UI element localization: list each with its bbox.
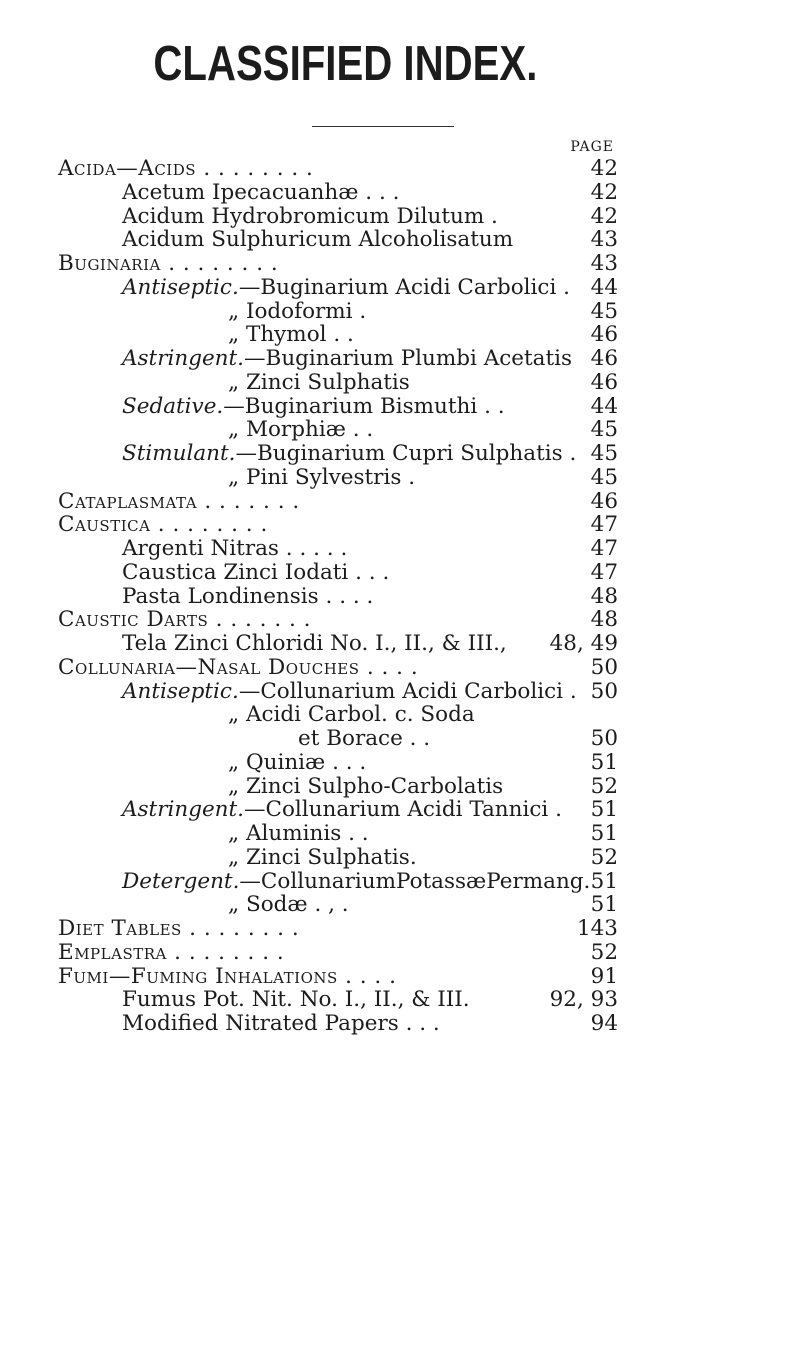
entry-page-number: 52 (590, 773, 618, 799)
entry-text: „ Thymol . . (228, 322, 354, 348)
index-entry (0, 846, 800, 870)
entry-page-number: 51 (590, 749, 618, 775)
entry-text: Stimulant.—Buginarium Cupri Sulphatis . (122, 441, 577, 466)
entry-text: „ Pini Sylvestris . (228, 464, 416, 490)
entry-page-number: 92, 93 (549, 987, 618, 1013)
entry-page-number: 45 (590, 441, 618, 466)
entry-text: Acida—Acids . . . . . . . . (58, 156, 314, 181)
entry-page-number: 43 (590, 251, 618, 276)
entry-text: et Borace . . (298, 726, 431, 751)
index-entry (0, 537, 800, 561)
entry-page-number: 42 (590, 179, 618, 205)
entry-page-number: 48 (590, 583, 618, 609)
entry-page-number: 50 (590, 678, 618, 704)
entry-text: „ Iodoformi . (228, 298, 367, 324)
entry-text: Acidum Sulphuricum Alcoholisatum (122, 227, 514, 253)
entry-page-number: 51 (590, 868, 618, 894)
index-entry (0, 371, 800, 395)
index-entry (0, 988, 800, 1012)
index-entry (0, 323, 800, 347)
entry-text: „ Zinci Sulpho-Carbolatis (228, 773, 504, 799)
entry-text: Tela Zinci Chloridi No. I., II., & III., (122, 631, 507, 656)
index-entry (0, 585, 800, 609)
entry-text: Fumus Pot. Nit. No. I., II., & III. (122, 987, 470, 1013)
index-entry (0, 775, 800, 799)
entry-text: „ Aluminis . . (228, 821, 369, 846)
index-entry (0, 466, 800, 490)
entry-page-number: 143 (576, 916, 618, 941)
index-entry (0, 656, 800, 680)
entry-page-number: 51 (590, 821, 618, 846)
entry-page-number: 45 (590, 417, 618, 443)
index-entry (0, 941, 800, 965)
index-entry (0, 870, 800, 894)
entry-text: „ Sodæ . , . (228, 892, 349, 918)
title-rule (312, 126, 454, 127)
entry-page-number: 46 (590, 322, 618, 348)
index-entry (0, 965, 800, 989)
entry-text: Modified Nitrated Papers . . . (122, 1011, 440, 1036)
index-entry (0, 157, 800, 181)
entry-text: „ Acidi Carbol. c. Soda (228, 702, 475, 728)
index-entry (0, 347, 800, 371)
entry-page-number: 94 (590, 1011, 618, 1036)
index-entry (0, 513, 800, 537)
entry-text: Acidum Hydrobromicum Dilutum . (122, 203, 498, 229)
entry-page-number: 45 (590, 464, 618, 490)
entry-text: Caustica . . . . . . . . (58, 512, 268, 538)
entry-page-number: 51 (590, 892, 618, 918)
entry-text: Pasta Londinensis . . . . (122, 583, 374, 609)
entry-page-number: 47 (590, 536, 618, 561)
index-entry (0, 181, 800, 205)
entry-text: Astringent.—Collunarium Acidi Tannici . (122, 797, 562, 823)
index-entry (0, 680, 800, 704)
index-entry (0, 205, 800, 229)
index-entry (0, 917, 800, 941)
index-entry (0, 727, 800, 751)
entry-page-number: 51 (590, 797, 618, 823)
entry-page-number: 91 (590, 963, 618, 989)
entry-page-number: 52 (590, 939, 618, 965)
page-column-header: PAGE (570, 139, 614, 155)
entry-text: Acetum Ipecacuanhæ . . . (122, 179, 400, 205)
index-entry (0, 703, 800, 727)
entry-page-number: 42 (590, 203, 618, 229)
entry-text: Caustica Zinci Iodati . . . (122, 559, 390, 585)
entry-page-number: 43 (590, 227, 618, 253)
index-title: CLASSIFIED INDEX. (153, 37, 538, 91)
entry-page-number: 44 (590, 274, 618, 300)
entry-text: Caustic Darts . . . . . . . (58, 607, 312, 633)
entry-page-number: 46 (590, 346, 618, 371)
entry-text: Fumi—Fuming Inhalations . . . . (58, 963, 397, 989)
entry-text: Argenti Nitras . . . . . (122, 536, 348, 561)
index-entry (0, 228, 800, 252)
entry-page-number: 42 (590, 156, 618, 181)
index-entry (0, 490, 800, 514)
index-entry (0, 418, 800, 442)
entry-page-number: 52 (590, 844, 618, 870)
entry-text: „ Zinci Sulphatis. (228, 844, 417, 870)
entry-page-number: 50 (590, 726, 618, 751)
entry-text: Antiseptic.—Collunarium Acidi Carbolici . (122, 678, 577, 704)
entry-page-number: 50 (590, 654, 618, 680)
entry-page-number: 48 (590, 607, 618, 633)
index-entry (0, 395, 800, 419)
entry-text: Sedative.—Buginarium Bismuthi . . (122, 393, 505, 419)
index-entry (0, 1012, 800, 1036)
entry-text: Detergent.—CollunariumPotassæPermang. (122, 868, 591, 894)
entry-page-number: 45 (590, 298, 618, 324)
entry-text: Antiseptic.—Buginarium Acidi Carbolici . (122, 274, 570, 300)
entry-text: Buginaria . . . . . . . . (58, 251, 279, 276)
index-entry (0, 798, 800, 822)
entry-text: „ Morphiæ . . (228, 417, 374, 443)
index-entry (0, 442, 800, 466)
entry-page-number: 46 (590, 369, 618, 395)
index-entry (0, 561, 800, 585)
index-entry (0, 751, 800, 775)
entry-text: Astringent.—Buginarium Plumbi Acetatis (122, 346, 573, 371)
index-entry (0, 893, 800, 917)
entry-page-number: 47 (590, 512, 618, 538)
entry-page-number: 48, 49 (549, 631, 618, 656)
entry-text: „ Zinci Sulphatis (228, 369, 410, 395)
index-entry (0, 822, 800, 846)
entry-page-number: 44 (590, 393, 618, 419)
entry-text: Cataplasmata . . . . . . . (58, 488, 300, 514)
index-entry (0, 276, 800, 300)
entry-text: Emplastra . . . . . . . . (58, 939, 285, 965)
index-entry (0, 300, 800, 324)
entry-text: Diet Tables . . . . . . . . (58, 916, 300, 941)
entry-page-number: 47 (590, 559, 618, 585)
index-entry-list (0, 157, 800, 1036)
entry-page-number: 46 (590, 488, 618, 514)
index-entry (0, 252, 800, 276)
entry-text: Collunaria—Nasal Douches . . . . (58, 654, 419, 680)
index-entry (0, 608, 800, 632)
entry-text: „ Quiniæ . . . (228, 749, 367, 775)
index-entry (0, 632, 800, 656)
